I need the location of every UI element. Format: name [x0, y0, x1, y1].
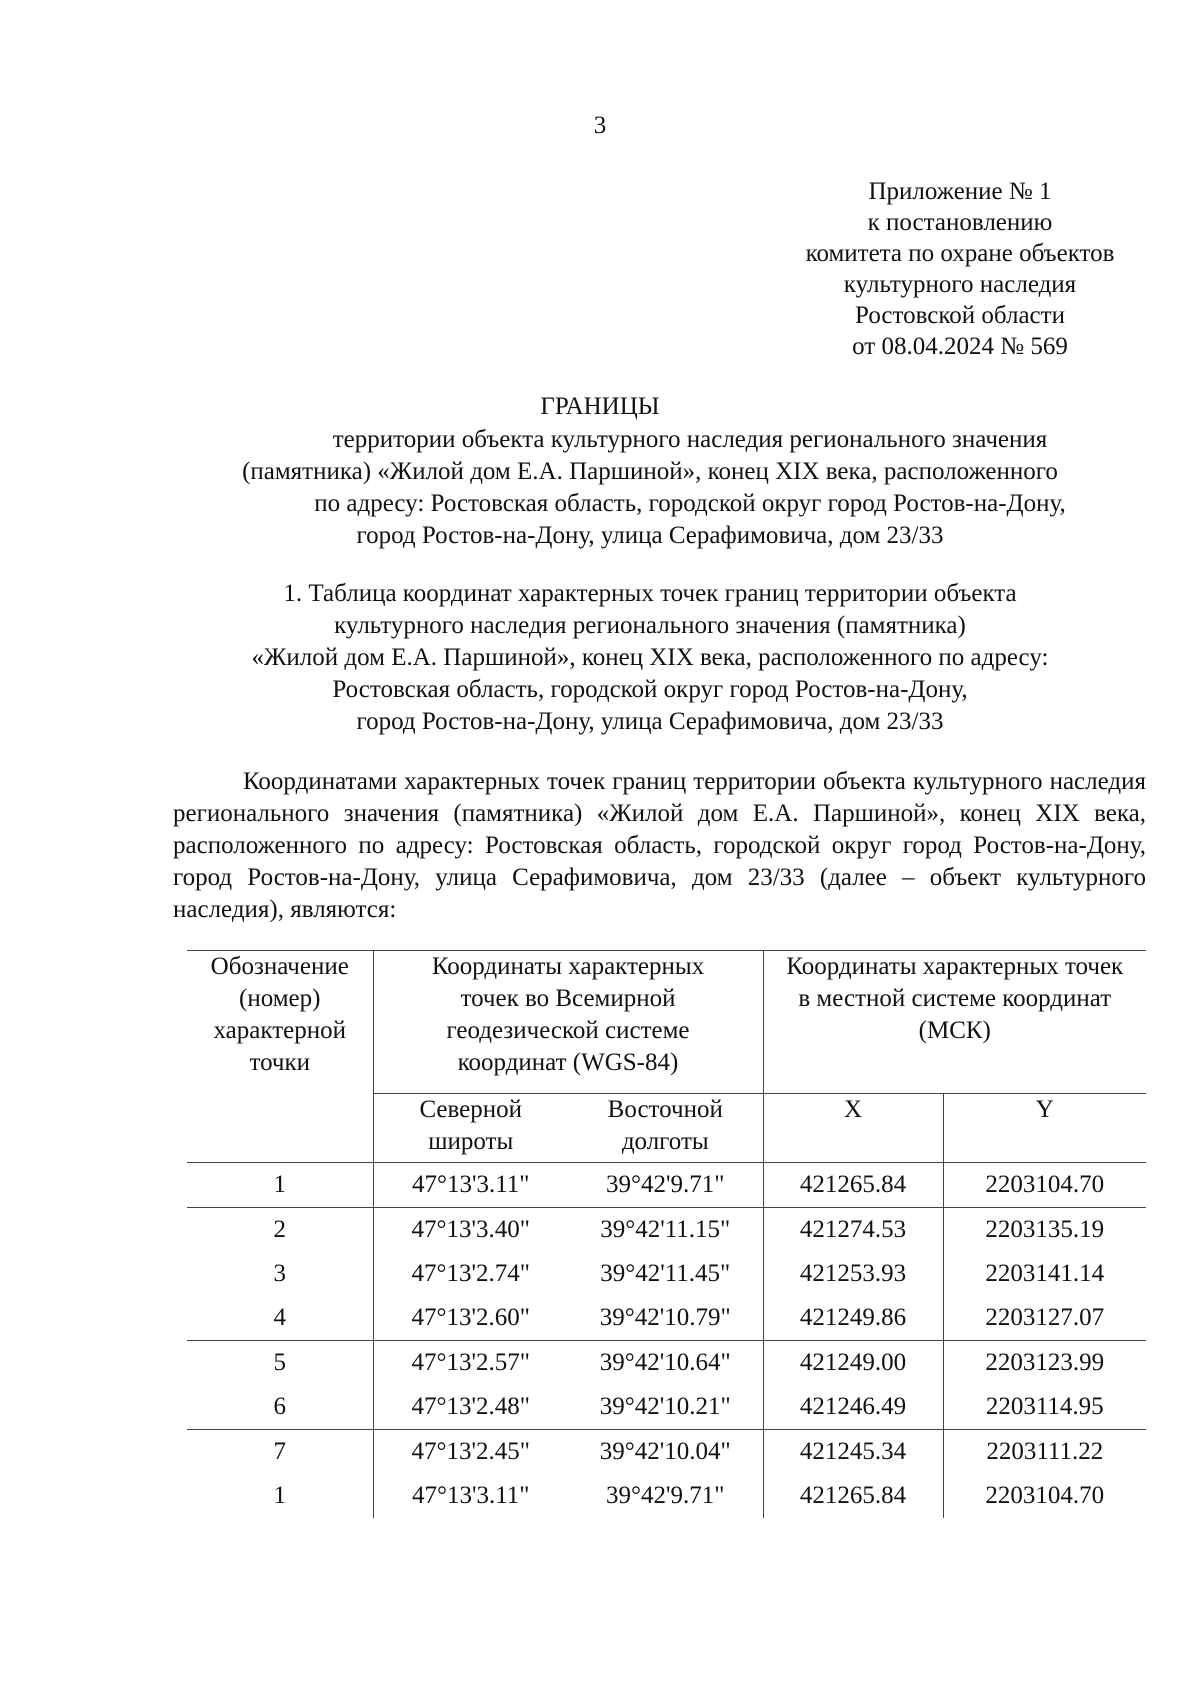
header-x: X: [763, 1094, 943, 1163]
document-subtitle: [190, 424, 1110, 552]
section-heading-line: Ростовская область, городской округ город Ростов-на-Дону,: [332, 676, 968, 703]
table-row: [187, 1474, 1146, 1518]
cell-latitude: 47°13'2.57": [373, 1341, 568, 1386]
table-row: [187, 1430, 1146, 1475]
cell-y: 2203104.70: [943, 1163, 1146, 1208]
appendix-line: Ростовской области: [855, 302, 1065, 329]
subtitle-line: город Ростов-на-Дону, улица Серафимовича, дом 23/33: [356, 522, 944, 549]
cell-longitude: 39°42'10.04": [568, 1430, 763, 1475]
cell-point: 7: [187, 1430, 373, 1475]
cell-point: 1: [187, 1474, 373, 1518]
subtitle-line: территории объекта культурного наследия регионального значения: [332, 426, 1048, 453]
cell-latitude: 47°13'3.11": [411, 1482, 530, 1509]
cell-point: 5: [187, 1341, 373, 1386]
subtitle-line: (памятника) «Жилой дом Е.А. Паршиной», конец XIX века, расположенного: [242, 458, 1058, 485]
cell-latitude: 47°13'2.74": [411, 1260, 530, 1287]
cell-x: 421249.00: [763, 1341, 943, 1386]
coordinates-table: [187, 950, 1146, 1518]
cell-latitude: 47°13'2.45": [373, 1430, 568, 1475]
cell-longitude: 39°42'9.71": [568, 1474, 763, 1518]
cell-point: 2: [187, 1208, 373, 1253]
appendix-line: к постановлению: [867, 209, 1053, 236]
table-row: [187, 1341, 1146, 1386]
appendix-line: комитета по охране объектов: [805, 240, 1115, 267]
cell-y: 2203135.19: [943, 1208, 1146, 1253]
cell-latitude: 47°13'2.48": [411, 1393, 530, 1420]
cell-y: 2203114.95: [985, 1393, 1104, 1420]
subtitle-line: по адресу: Ростовская область, городской округ город Ростов-на-Дону,: [314, 490, 1066, 517]
cell-point: 4: [187, 1296, 373, 1341]
cell-longitude: 39°42'10.64": [568, 1341, 763, 1386]
cell-x: 421265.84: [763, 1474, 943, 1518]
appendix-line: от 08.04.2024 № 569: [852, 333, 1068, 360]
cell-x: 421245.34: [763, 1430, 943, 1475]
cell-point: 3: [187, 1252, 373, 1296]
cell-longitude: 39°42'11.15": [568, 1208, 763, 1253]
cell-x: 421246.49: [763, 1385, 943, 1430]
body-paragraph: Координатами характерных точек границ территории объекта культурного наследия регионального значения (памятника) «Жилой дом Е.А. Паршиной», конец XIX века, расположенного по адресу: Ростовская область, городской округ город Ростов-на-Дону, город Ростов-на-Дону, улица Серафимовича, дом 23/33 (далее – объект культурного наследия), являются:: [173, 768, 1146, 923]
cell-y: 2203123.99: [943, 1341, 1146, 1386]
section-heading-line: культурного наследия регионального значения (памятника): [334, 612, 966, 639]
header-wgs84: Координаты характерных точек во Всемирной геодезической системе координат (WGS-84): [373, 951, 763, 1094]
appendix-line: Приложение № 1: [868, 178, 1052, 205]
section-heading-line: «Жилой дом Е.А. Паршиной», конец XIX века, расположенного по адресу:: [251, 644, 1049, 671]
cell-latitude: 47°13'3.11": [373, 1163, 568, 1208]
cell-y: 2203141.14: [985, 1260, 1105, 1287]
appendix-block: [730, 176, 1190, 362]
table-row: [187, 1385, 1146, 1430]
table-row: [187, 1252, 1146, 1296]
appendix-line: культурного наследия: [843, 271, 1077, 298]
document-title: ГРАНИЦЫ: [540, 393, 660, 420]
cell-latitude: 47°13'3.40": [373, 1208, 568, 1253]
section-heading-line: город Ростов-на-Дону, улица Серафимовича, дом 23/33: [356, 708, 944, 735]
header-latitude: Северной широты: [419, 1096, 523, 1155]
cell-x: 421265.84: [763, 1163, 943, 1208]
cell-longitude: 39°42'11.45": [568, 1252, 763, 1296]
cell-longitude: 39°42'10.79": [568, 1296, 763, 1341]
header-longitude: Восточной долготы: [568, 1094, 763, 1163]
header-msk: Координаты характерных точек в местной системе координат (МСК): [763, 951, 1146, 1094]
table-row: [187, 1208, 1146, 1253]
cell-longitude: 39°42'9.71": [568, 1163, 763, 1208]
cell-point: 1: [187, 1163, 373, 1208]
cell-longitude: 39°42'10.21": [568, 1385, 763, 1430]
cell-point: 6: [187, 1385, 373, 1430]
table-row: [187, 1163, 1146, 1208]
table-row: [187, 1296, 1146, 1341]
cell-latitude: 47°13'2.60": [411, 1304, 530, 1331]
page-number: 3: [593, 112, 607, 139]
cell-y: 2203111.22: [943, 1430, 1146, 1475]
section-heading: [180, 578, 1120, 738]
header-point-number: Обозначение (номер) характерной точки: [187, 951, 373, 1163]
cell-x: 421253.93: [763, 1252, 943, 1296]
header-y: Y: [1035, 1096, 1054, 1123]
cell-x: 421249.86: [763, 1296, 943, 1341]
cell-x: 421274.53: [763, 1208, 943, 1253]
section-heading-line: 1. Таблица координат характерных точек границ территории объекта: [283, 580, 1017, 607]
cell-y: 2203104.70: [985, 1482, 1105, 1509]
cell-y: 2203127.07: [985, 1304, 1105, 1331]
